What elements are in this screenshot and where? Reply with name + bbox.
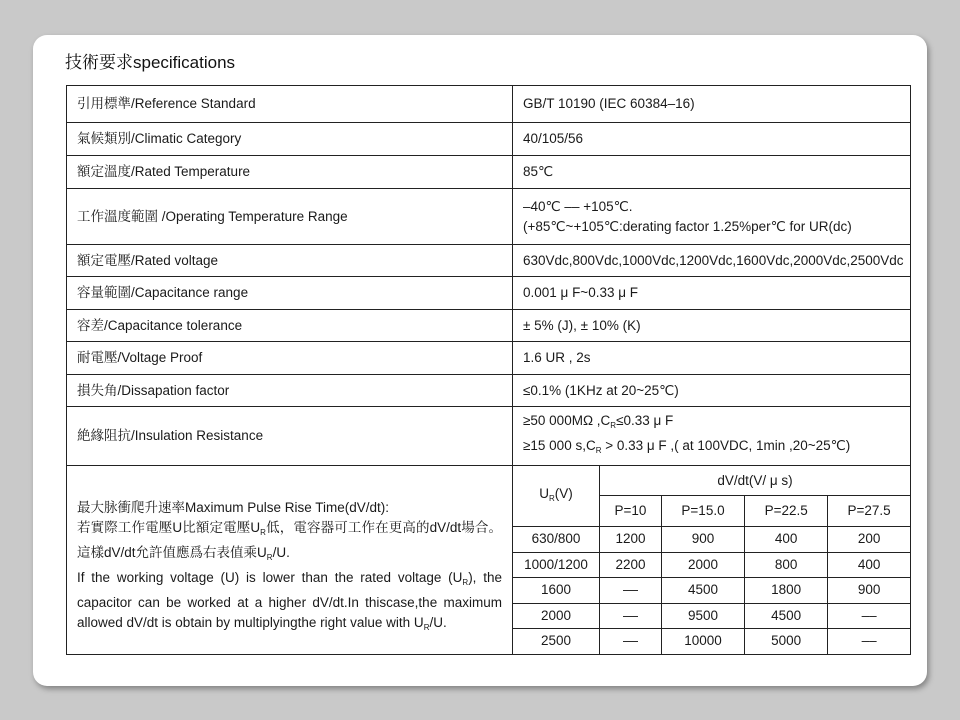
spec-table [66,85,911,655]
column-header: P=15.0 [661,496,744,527]
pulse-row [513,629,910,654]
row-label: 耐電壓/Voltage Proof [67,342,513,375]
row-label: 工作溫度範圍 /Operating Temperature Range [67,189,513,245]
value-line [523,411,910,436]
row-value: 1.6 UR , 2s [513,342,911,375]
value-text: ≥15 000 s,C [523,438,596,453]
pulse-row [513,552,910,578]
subscript: R [423,622,430,632]
value-cell: –– [600,578,662,604]
table-row [67,310,911,342]
value-cell: 1800 [745,578,828,604]
subscript: R [462,577,469,587]
value-text: > 0.33 μ F ,( at 100VDC, 1min ,20~25℃) [601,438,851,453]
value-line: (+85℃~+105℃:derating factor 1.25%per℃ for UR(dc) [523,218,852,234]
value-text: ≤0.33 μ F [616,413,674,428]
value-cell: 2000 [661,552,744,578]
ur-header [513,466,600,527]
value-cell: 5000 [745,629,828,654]
table-row [67,375,911,407]
pulse-row [513,527,910,553]
text: If the working voltage (U) is lower than the rated voltage (U [77,569,463,585]
text: U [539,485,549,501]
pulse-row [513,578,910,604]
pulse-zh-text [77,518,502,568]
value-cell: 9500 [661,603,744,629]
text: /U. [429,614,447,630]
pulse-header-row [513,466,910,496]
ur-cell: 2500 [513,629,600,654]
row-value: 40/105/56 [513,123,911,156]
value-text: ≥50 000MΩ ,C [523,413,611,428]
column-header: P=10 [600,496,662,527]
page-title: 技術要求specifications [65,53,236,72]
row-label: 絶緣阻抗/Insulation Resistance [67,407,513,466]
value-cell: –– [600,629,662,654]
pulse-en-text [77,568,502,638]
row-label: 氣候類別/Climatic Category [67,123,513,156]
value-line [523,436,910,461]
subscript: R [595,446,602,455]
row-label: 額定電壓/Rated voltage [67,245,513,277]
row-label: 額定溫度/Rated Temperature [67,156,513,189]
value-cell: –– [828,603,910,629]
table-row [67,156,911,189]
column-header: P=22.5 [745,496,828,527]
value-cell: 4500 [661,578,744,604]
value-cell: 400 [828,552,910,578]
dvdt-header: dV/dt(V/ μ s) [600,466,911,496]
text: (V) [554,485,573,501]
table-row [67,86,911,123]
pulse-heading: 最大脉衝爬升速率Maximum Pulse Rise Time(dV/dt): [77,499,390,515]
value-cell: 2200 [600,552,662,578]
value-cell: 800 [745,552,828,578]
row-value: 85℃ [513,156,911,189]
subscript: R [266,552,273,562]
value-cell: 1200 [600,527,662,553]
row-value: 0.001 μ F~0.33 μ F [513,277,911,310]
pulse-table-cell [513,466,911,655]
text: 低，電容器可工作在更高的dV/dt場合。這樣dV/dt允許值應爲右表值乘U [77,519,502,560]
value-line: –40℃ –– +105℃. [523,198,633,214]
value-cell: 900 [661,527,744,553]
table-row [67,123,911,156]
row-value: ± 5% (J), ± 10% (K) [513,310,911,342]
row-label: 容差/Capacitance tolerance [67,310,513,342]
table-row [67,407,911,466]
value-cell: –– [828,629,910,654]
ur-cell: 2000 [513,603,600,629]
subscript: R [548,493,555,503]
table-row-pulse [67,466,911,655]
subscript: R [610,421,617,430]
row-value [513,189,911,245]
value-cell: 900 [828,578,910,604]
value-cell: 400 [745,527,828,553]
text: 若實際工作電壓U比額定電壓U [77,519,261,535]
text: /U. [272,544,290,560]
value-cell: 200 [828,527,910,553]
row-value: GB/T 10190 (IEC 60384–16) [513,86,911,123]
row-value: ≤0.1% (1KHz at 20~25℃) [513,375,911,407]
ur-cell: 1000/1200 [513,552,600,578]
table-row [67,277,911,310]
value-cell: 10000 [661,629,744,654]
value-cell: –– [600,603,662,629]
table-row [67,342,911,375]
row-label: 容量範圍/Capacitance range [67,277,513,310]
pulse-table [513,466,910,654]
ur-cell: 1600 [513,578,600,604]
table-row [67,189,911,245]
pulse-description [67,466,513,655]
ur-cell: 630/800 [513,527,600,553]
table-row [67,245,911,277]
row-label: 損失角/Dissapation factor [67,375,513,407]
column-header: P=27.5 [828,496,910,527]
text: ), the capacitor can be worked at a higher dV/dt.In thiscase,the maximum allowed dV/dt is obtain by multiplyingthe right value with U [77,569,502,630]
row-value: 630Vdc,800Vdc,1000Vdc,1200Vdc,1600Vdc,2000Vdc,2500Vdc [513,245,911,277]
subscript: R [260,527,266,537]
row-label: 引用標準/Reference Standard [67,86,513,123]
row-value [513,407,911,466]
value-cell: 4500 [745,603,828,629]
pulse-row [513,603,910,629]
